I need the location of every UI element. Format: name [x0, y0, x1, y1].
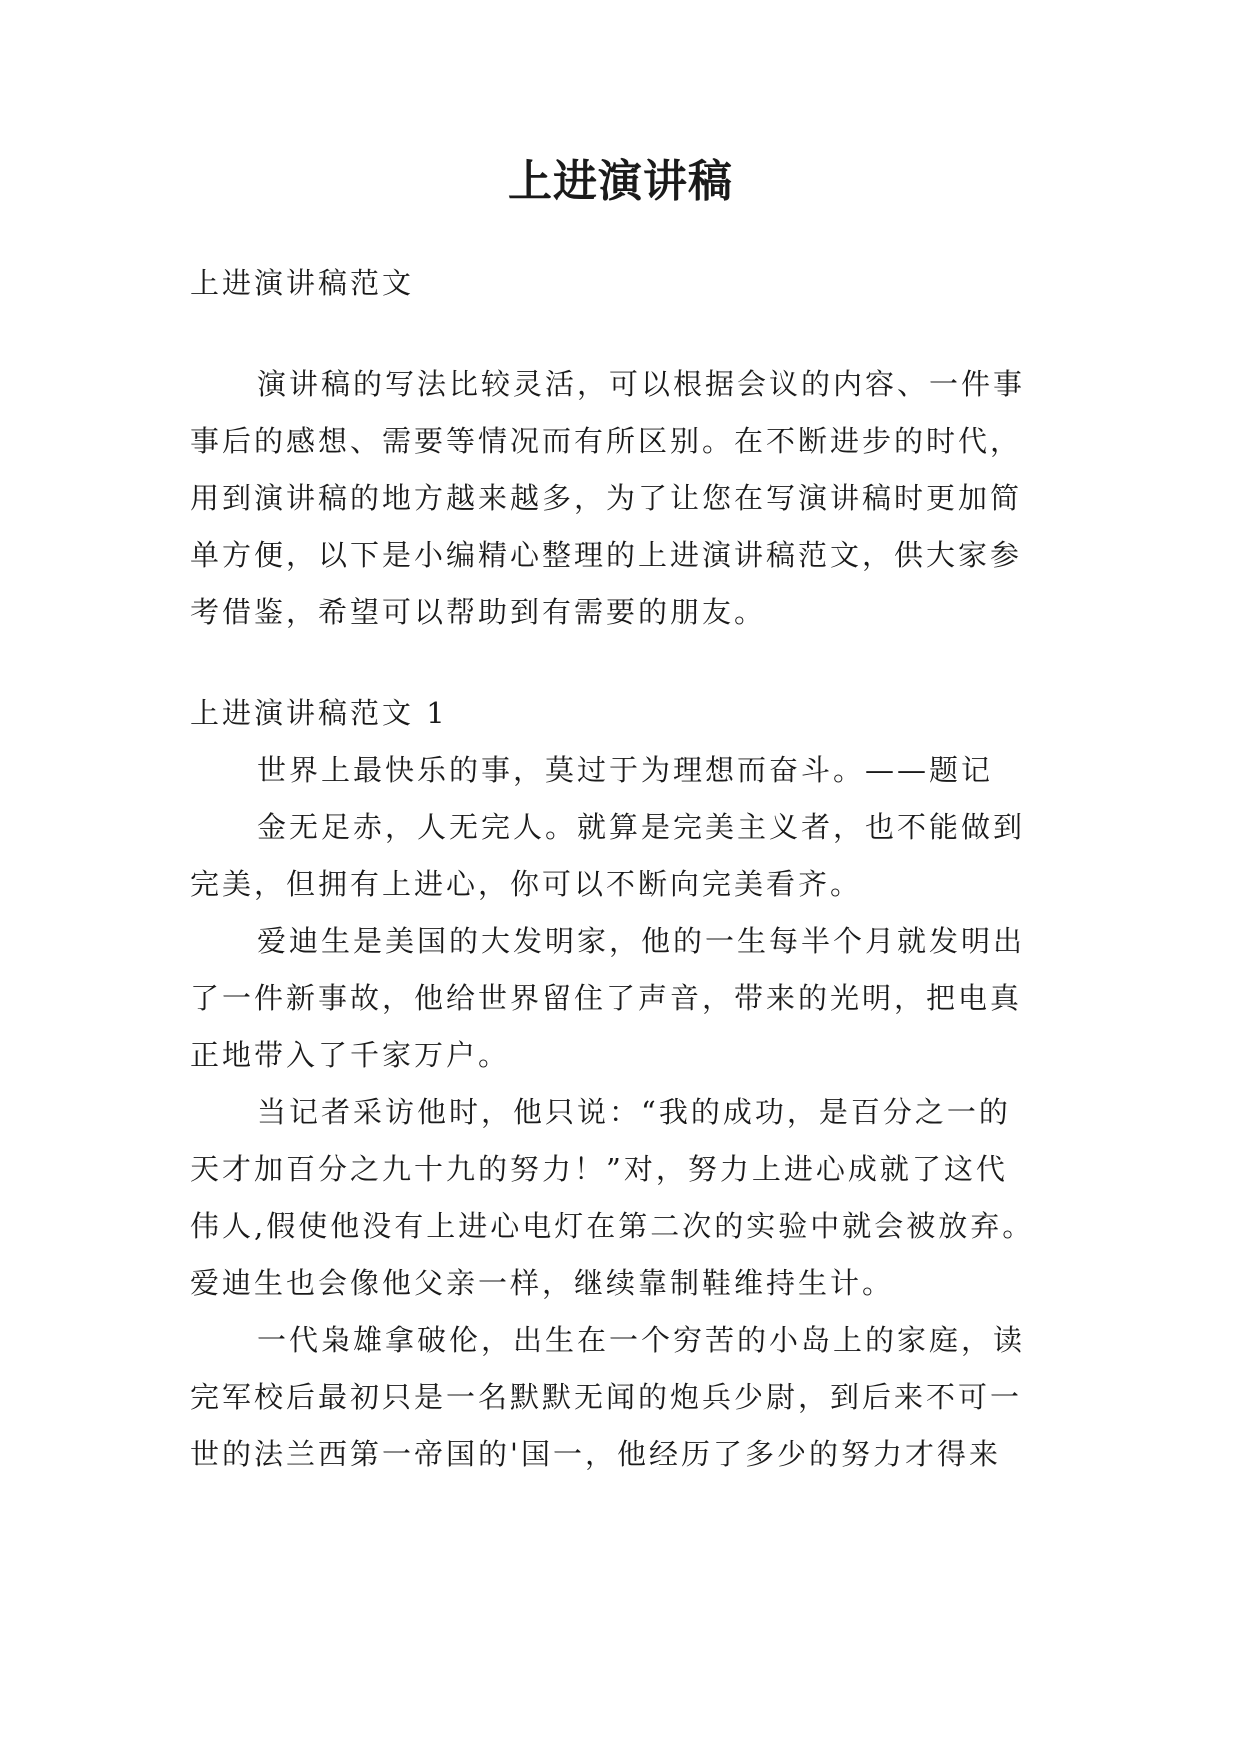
document-title: 上进演讲稿 — [508, 156, 733, 207]
paragraph-line: 天才加百分之九十九的努力！”对，努力上进心成就了这代 — [190, 1152, 1008, 1186]
paragraph-line: 考借鉴，希望可以帮助到有需要的朋友。 — [190, 595, 767, 629]
section-heading: 上进演讲稿范文 1 — [190, 696, 448, 730]
paragraph-line: 一代枭雄拿破伦，出生在一个穷苦的小岛上的家庭，读 — [257, 1323, 1026, 1357]
paragraph-line: 正地带入了千家万户。 — [190, 1038, 511, 1072]
paragraph-line: 演讲稿的写法比较灵活，可以根据会议的内容、一件事 — [257, 367, 1026, 401]
paragraph-line: 金无足赤，人无完人。就算是完美主义者，也不能做到 — [257, 810, 1026, 844]
paragraph-line: 完军校后最初只是一名默默无闻的炮兵少尉，到后来不可一 — [190, 1380, 1023, 1414]
paragraph-line: 用到演讲稿的地方越来越多，为了让您在写演讲稿时更加简 — [190, 481, 1023, 515]
paragraph-line: 完美，但拥有上进心，你可以不断向完美看齐。 — [190, 867, 863, 901]
paragraph-line: 当记者采访他时，他只说：“我的成功，是百分之一的 — [257, 1095, 1011, 1129]
paragraph-line: 爱迪生是美国的大发明家，他的一生每半个月就发明出 — [257, 924, 1026, 958]
paragraph-line: 世界上最快乐的事，莫过于为理想而奋斗。——题记 — [257, 753, 994, 787]
subtitle-line: 上进演讲稿范文 — [190, 266, 415, 300]
paragraph-line: 了一件新事故，他给世界留住了声音，带来的光明，把电真 — [190, 981, 1023, 1015]
paragraph-line: 爱迪生也会像他父亲一样，继续靠制鞋维持生计。 — [190, 1266, 895, 1300]
paragraph-line: 单方便，以下是小编精心整理的上进演讲稿范文，供大家参 — [190, 538, 1023, 572]
paragraph-line: 世的法兰西第一帝国的'国一，他经历了多少的努力才得来 — [190, 1437, 1001, 1471]
paragraph-line: 事后的感想、需要等情况而有所区别。在不断进步的时代， — [190, 424, 1023, 458]
paragraph-line: 伟人,假使他没有上进心电灯在第二次的实验中就会被放弃。 — [190, 1209, 1035, 1243]
